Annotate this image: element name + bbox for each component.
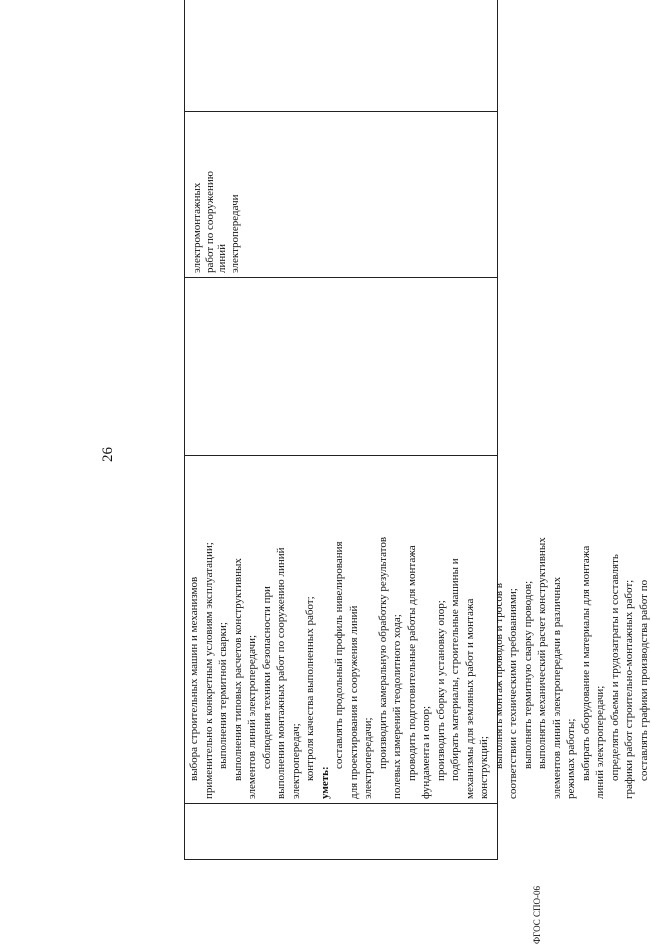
text-line: элементов линий электропередачи в различных [550,460,565,799]
table-column-5 [185,0,497,111]
text-line: соблюдения техники безопасности при [260,460,275,799]
competency-table [184,0,498,860]
text-line: выполнения термитной сварки; [216,460,231,799]
table-column-1 [185,803,497,859]
text-line: подбирать материалы, строительные машины и [448,460,463,799]
text-line: выполнения типовых расчетов конструктивных [231,460,246,799]
text-line: выполнять механический расчет конструктивных [535,460,550,799]
text-line: электропередач; [289,460,304,799]
text-line: уметь: [318,460,333,799]
text-line: работ по сооружению [204,116,217,273]
text-line: режимах работы; [564,460,579,799]
text-line: линий электропередачи; [593,460,608,799]
text-line: электромонтажных [191,116,204,273]
table-column-2 [185,455,497,803]
text-line: производить камеральную обработку результатов [376,460,391,799]
text-line: для проектирования и сооружения линий [347,460,362,799]
text-line: электропередачи [229,116,242,273]
text-line: определять объемы и трудозатраты и составлять [608,460,623,799]
text-line: составлять графики производства работ по [637,460,651,799]
text-line: графики работ строительно-монтажных работ; [622,460,637,799]
text-line: производить сборку и установку опор; [434,460,449,799]
text-line: выбора строительных машин и механизмов [187,460,202,799]
text-line: конструкций; [477,460,492,799]
text-line: фундамента и опор; [419,460,434,799]
text-line: полевых измерений теодолитного хода; [390,460,405,799]
module-title-text [185,112,247,277]
text-line: соответствии с техническими требованиями; [506,460,521,799]
text-line: электропередачи; [361,460,376,799]
text-line: механизмы для земляных работ и монтажа [463,460,478,799]
table-column-4 [185,111,497,277]
text-line: элементов линий электропередачи; [245,460,260,799]
text-line: применительно к конкретным условиям эксплуатации; [202,460,217,799]
page-number: 26 [100,447,117,462]
table-column-3 [185,277,497,455]
text-line: выполнять монтаж проводов и тросов в [492,460,507,799]
footer-label: ФГОС СПО-06 [532,886,542,944]
skills-text [185,456,651,803]
rotated-page [80,38,560,898]
text-line: линий [216,116,229,273]
text-line: выполнять термитную сварку проводов; [521,460,536,799]
text-line: контроля качества выполненных работ; [303,460,318,799]
text-line: проводить подготовительные работы для монтажа [405,460,420,799]
text-line: выбирать оборудование и материалы для монтажа [579,460,594,799]
text-line: составлять продольный профиль нивелирования [332,460,347,799]
text-line: выполнении монтажных работ по сооружению линий [274,460,289,799]
